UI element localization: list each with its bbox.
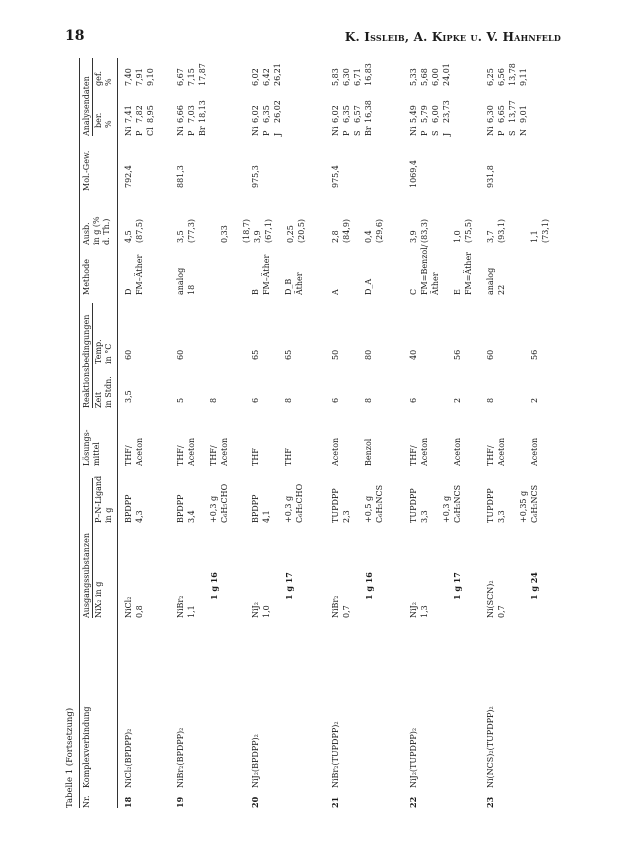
row-nix-ref: 1 g 16 bbox=[364, 572, 374, 600]
header-temp: Temp. in °C bbox=[94, 339, 113, 364]
row-nix-ref: 1 g 16 bbox=[209, 572, 219, 600]
row-temp: 60 56 bbox=[486, 349, 539, 360]
row-mol: 792,4 bbox=[124, 165, 133, 188]
row-komplex: Ni(NCS)₂(TUPDPP)₂ bbox=[486, 706, 495, 788]
row-nix: NiJ₂ 1,0 bbox=[251, 602, 271, 618]
header-nr: Nr. bbox=[82, 795, 91, 808]
row-loesung: Aceton Benzol bbox=[331, 437, 373, 466]
header-gef: gef. % bbox=[94, 70, 113, 86]
row-komplex: NiCl₂(BPDPP)₂ bbox=[124, 728, 133, 788]
row-temp: 40 56 bbox=[409, 349, 462, 360]
row-loesung: THF/ Aceton Aceton bbox=[486, 437, 539, 466]
header-ausgang-group: Ausgangssubstanzen bbox=[82, 478, 93, 618]
row-ausb: 2,8 (84,9) 0,4 (29,6) bbox=[331, 218, 384, 243]
row-zeit: 6 2 bbox=[409, 397, 462, 403]
row-loesung: THF/ Aceton Aceton bbox=[409, 437, 462, 466]
row-methode: analog 18 bbox=[176, 267, 196, 295]
row-gef: 6,25 6,56 13,78 9,11 bbox=[486, 63, 528, 86]
row-elem: Ni P S N bbox=[486, 126, 528, 136]
row-nix: NiBr₂ 0,7 bbox=[331, 595, 351, 618]
row-komplex: NiJ₂(TUPDPP)₂ bbox=[409, 727, 418, 788]
header-ligand: P–N-Ligand in g bbox=[94, 475, 113, 523]
row-ligand: TUPDPP 2,3 +0,5 g C₆H₅NCS bbox=[331, 484, 384, 523]
row-methode: C FM=Benzol/ Äther E FM=Äther bbox=[409, 244, 473, 295]
row-mol: 975,3 bbox=[251, 165, 260, 188]
row-nix: NiJ₂ 1,3 bbox=[409, 602, 429, 618]
row-elem: Ni P S Br bbox=[331, 126, 373, 136]
row-nix-ref: 1 g 17 bbox=[284, 572, 294, 600]
row-ligand: TUPDPP 3,3 +0,3 g C₆H₅NCS bbox=[409, 484, 462, 523]
row-ligand: TUPDPP 3,3 +0,35 g C₆H₅NCS bbox=[486, 484, 539, 523]
row-nix: NiCl₂ 0,8 bbox=[124, 596, 144, 618]
header-loesung: Lösungs- mittel bbox=[82, 429, 101, 466]
row-zeit: 3,5 bbox=[124, 390, 133, 403]
row-temp: 65 65 bbox=[251, 349, 293, 360]
row-zeit: 5 8 bbox=[176, 397, 218, 403]
row-mol: 931,8 bbox=[486, 165, 495, 188]
row-elem: Ni P S J bbox=[409, 126, 451, 136]
row-ausb: 3,9 (83,3) 1,0 (75,5) bbox=[409, 218, 473, 243]
header-methode: Methode bbox=[82, 259, 91, 295]
row-mol: 975,4 bbox=[331, 165, 340, 188]
row-methode: A D_A bbox=[331, 278, 373, 295]
row-elem: Ni P J bbox=[251, 126, 282, 136]
row-nr: 19 bbox=[175, 796, 185, 808]
header-komplex: Komplexverbindung bbox=[82, 706, 91, 788]
row-ber: 6,30 6,65 13,77 9,01 bbox=[486, 100, 528, 123]
row-gef: 6,02 6,42 26,21 bbox=[251, 63, 282, 86]
row-zeit: 6 8 bbox=[251, 397, 293, 403]
header-mol: Mol.-Gew. bbox=[82, 150, 91, 191]
row-zeit: 6 8 bbox=[331, 397, 373, 403]
row-temp: 50 80 bbox=[331, 349, 373, 360]
row-komplex: NiBr₂(BPDPP)₂ bbox=[176, 727, 185, 788]
table-top-rule bbox=[79, 58, 80, 808]
header-nix: NiX₂ in g bbox=[94, 581, 103, 618]
header-ausb: Ausb. in g (% d. Th.) bbox=[82, 216, 111, 245]
row-loesung: THF THF bbox=[251, 448, 293, 466]
header-ber: ber. % bbox=[94, 112, 113, 128]
row-loesung: THF/ Aceton bbox=[124, 437, 144, 466]
row-methode: analog 22 bbox=[486, 267, 506, 295]
row-ligand: BPDPP 3,4 +0,3 g C₆H₅CHO bbox=[176, 483, 229, 523]
row-methode: B FM–Äther D_B Äther bbox=[251, 254, 304, 295]
row-gef: 5,83 6,30 6,71 16,83 bbox=[331, 63, 373, 86]
row-ausb: 3,7 (93,1) 1,1 (73,1) bbox=[486, 218, 550, 243]
row-nr: 18 bbox=[123, 796, 133, 808]
header-zeit: Zeit in Stdn. bbox=[94, 376, 113, 408]
row-gef: 5,33 5,68 6,00 24,01 bbox=[409, 63, 451, 86]
row-ligand: BPDPP 4,1 +0,3 g C₆H₅CHO bbox=[251, 483, 304, 523]
row-ber: 7,41 7,82 8,95 bbox=[124, 105, 155, 123]
row-komplex: NiJ₂(BPDPP)₂ bbox=[251, 734, 260, 788]
header-bottom-rule bbox=[117, 58, 118, 808]
table-caption: Tabelle 1 (Fortsetzung) bbox=[65, 707, 75, 808]
header-reakt-group: Reaktionsbedingungen bbox=[82, 303, 93, 408]
row-nr: 22 bbox=[408, 796, 418, 808]
row-nr: 23 bbox=[485, 796, 495, 808]
running-head: K. Issleib, A. Kipke u. V. Hahnfeld bbox=[344, 30, 561, 44]
row-mol: 881,3 bbox=[176, 165, 185, 188]
row-elem: Ni P Cl bbox=[124, 126, 155, 136]
row-gef: 7,40 7,91 9,10 bbox=[124, 68, 155, 86]
row-ber: 6,66 7,03 18,13 bbox=[176, 100, 207, 123]
row-nix-ref: 1 g 17 bbox=[452, 572, 462, 600]
row-mol: 1069,4 bbox=[409, 160, 418, 188]
row-zeit: 8 2 bbox=[486, 397, 539, 403]
header-analysen-group: Analysendaten bbox=[82, 58, 93, 136]
row-elem: Ni P Br bbox=[176, 126, 207, 136]
row-ber: 5,49 5,79 6,00 23,73 bbox=[409, 100, 451, 123]
row-loesung: THF/ Aceton THF/ Aceton bbox=[176, 437, 229, 466]
row-ausb: 3,5 (77,3) 0,33 bbox=[176, 218, 229, 243]
row-komplex: NiBr₂(TUPDPP)₂ bbox=[331, 721, 340, 788]
row-nix-ref: 1 g 24 bbox=[529, 572, 539, 600]
rotated-table bbox=[65, 58, 565, 808]
row-temp: 60 bbox=[176, 349, 185, 360]
row-ligand: BPDPP 4,3 bbox=[124, 494, 144, 523]
row-nr: 20 bbox=[250, 796, 260, 808]
row-methode: D FM–Äther bbox=[124, 254, 144, 295]
row-nix: NiBr₂ 1,1 bbox=[176, 595, 196, 618]
row-ausb: 4,5 (87,5) bbox=[124, 218, 144, 243]
row-ber: 6,02 6,35 26,02 bbox=[251, 100, 282, 123]
row-nix: Ni(SCN)₂ 0,7 bbox=[486, 580, 506, 618]
row-temp: 60 bbox=[124, 349, 133, 360]
row-ber: 6,02 6,35 6,57 16,38 bbox=[331, 100, 373, 123]
row-nr: 21 bbox=[330, 796, 340, 808]
row-ausb: (18,7) 3,9 (67,1) 0,25 (20,5) bbox=[242, 218, 306, 243]
row-gef: 6,67 7,15 17,87 bbox=[176, 63, 207, 86]
page-number: 18 bbox=[65, 28, 85, 44]
